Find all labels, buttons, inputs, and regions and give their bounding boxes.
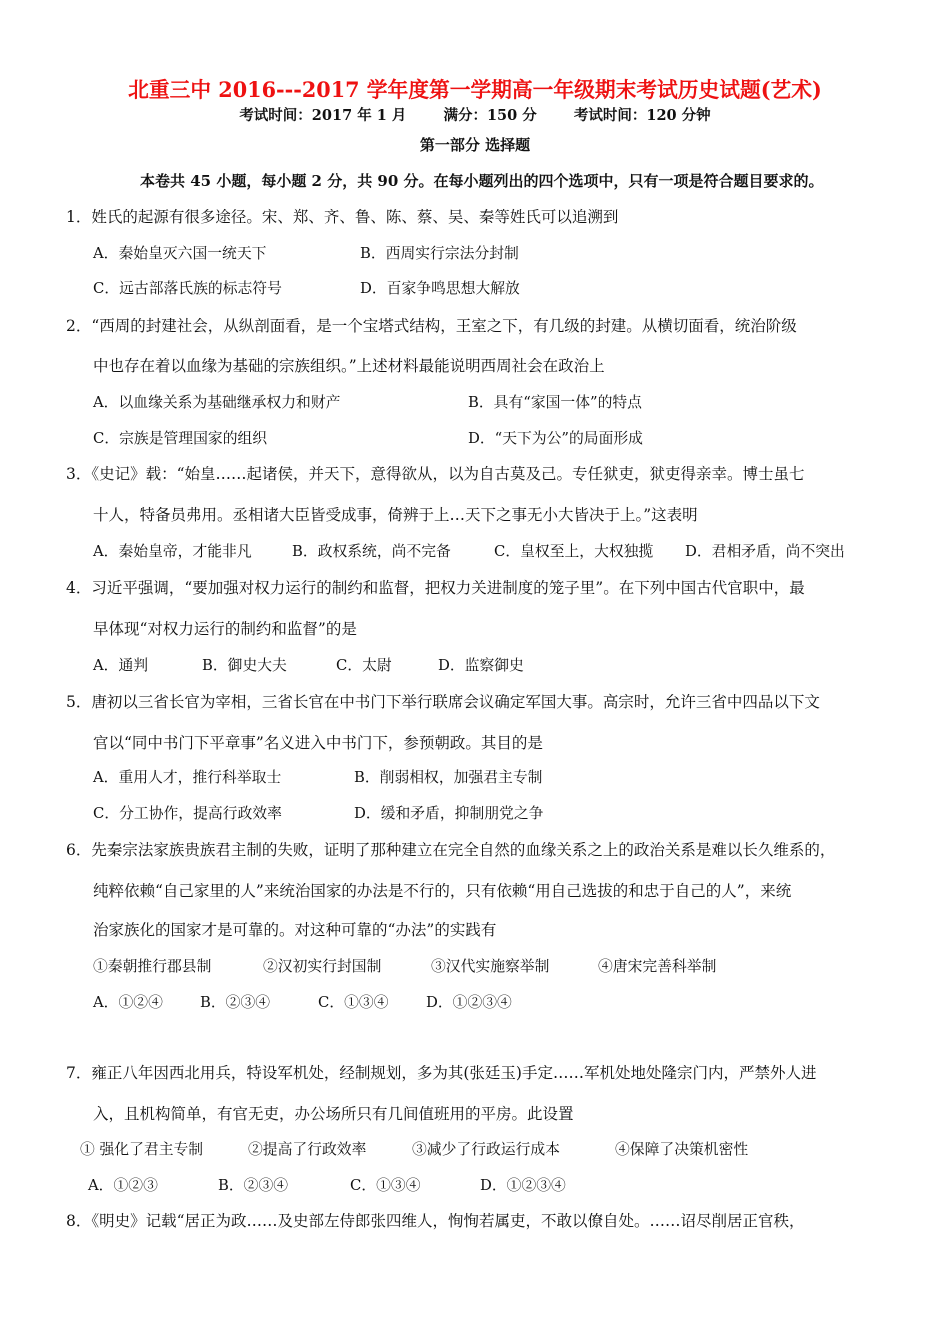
- question-3-option-d: D．君相矛盾，尚不突出: [685, 543, 845, 560]
- question-1-option-d: D．百家争鸣思想大解放: [360, 280, 520, 297]
- question-7-option-b: B．②③④: [218, 1177, 289, 1194]
- question-6-option-d: D．①②③④: [426, 994, 512, 1011]
- question-8-text: 8．《明史》记载“居正为政……及史部左侍郎张四维人，恂恂若属吏，不敢以僚自处。……诏尽削居正官秩，: [66, 1212, 805, 1230]
- question-6-text: 6．先秦宗法家族贵族君主制的失败，证明了那种建立在完全自然的血缘关系之上的政治关系是难以长久维系的，: [66, 841, 836, 859]
- question-4-option-c: C．太尉: [336, 657, 392, 674]
- question-3-option-a: A．秦始皇帝，才能非凡: [93, 543, 252, 560]
- question-5-text: 5．唐初以三省长官为宰相，三省长官在中书门下举行联席会议确定军国大事。高宗时，允许三省中四品以下文: [66, 693, 820, 711]
- question-2-option-b: B．具有“家国一体”的特点: [468, 394, 642, 411]
- question-5-text-cont: 官以“同中书门下平章事”名义进入中书门下，参预朝政。其目的是: [93, 734, 543, 752]
- question-4-option-b: B．御史大夫: [202, 657, 287, 674]
- question-7-option-c: C．①③④: [350, 1177, 421, 1194]
- question-1-text: 1．姓氏的起源有很多途径。宋、郑、齐、鲁、陈、蔡、吴、秦等姓氏可以追溯到: [66, 208, 619, 226]
- question-5-option-d: D．缓和矛盾，抑制朋党之争: [354, 805, 544, 822]
- question-1-option-b: B．西周实行宗法分封制: [360, 245, 519, 262]
- question-6-item-2: ②汉初实行封国制: [263, 958, 382, 975]
- question-4-text: 4．习近平强调，“要加强对权力运行的制约和监督，把权力关进制度的笼子里”。在下列中国古代官职中，最: [66, 579, 805, 597]
- question-5-option-a: A．重用人才，推行科举取士: [93, 769, 282, 786]
- exam-duration: 考试时间：120 分钟: [573, 107, 711, 124]
- question-6-option-b: B．②③④: [200, 994, 271, 1011]
- question-2-option-d: D．“天下为公”的局面形成: [468, 430, 643, 447]
- full-score: 满分：150 分: [443, 107, 537, 124]
- exam-title: 北重三中 2016---2017 学年度第一学期高一年级期末考试历史试题(艺术): [128, 77, 822, 102]
- question-2-text: 2．“西周的封建社会，从纵剖面看，是一个宝塔式结构，王室之下，有几级的封建。从横切面看，统治阶级: [66, 317, 797, 335]
- question-6-item-4: ④唐宋完善科举制: [598, 958, 717, 975]
- question-7-item-1: ① 强化了君主专制: [80, 1141, 204, 1158]
- question-6-item-3: ③汉代实施察举制: [431, 958, 550, 975]
- question-6-item-1: ①秦朝推行郡县制: [93, 958, 212, 975]
- question-3-text-cont: 十人，特备员弗用。丞相诸大臣皆受成事，倚辨于上…天下之事无小大皆决于上。”这表明: [93, 506, 698, 524]
- question-6-option-c: C．①③④: [318, 994, 389, 1011]
- question-6-text-cont-2: 治家族化的国家才是可靠的。对这种可靠的“办法”的实践有: [93, 921, 497, 939]
- question-7-item-3: ③减少了行政运行成本: [412, 1141, 560, 1158]
- question-5-option-c: C．分工协作，提高行政效率: [93, 805, 282, 822]
- question-3-text: 3．《史记》载：“始皇……起诸侯，并天下，意得欲从，以为自古莫及己。专任狱吏，狱吏得亲幸。博士虽七: [66, 465, 805, 483]
- question-2-text-cont: 中也存在着以血缘为基础的宗族组织。”上述材料最能说明西周社会在政治上: [93, 357, 605, 375]
- question-2-option-c: C．宗族是管理国家的组织: [93, 430, 268, 447]
- question-1-option-a: A．秦始皇灭六国一统天下: [93, 245, 267, 262]
- question-5-option-b: B．削弱相权，加强君主专制: [354, 769, 543, 786]
- section-heading: 第一部分 选择题: [419, 136, 531, 154]
- instruction: 本卷共 45 小题，每小题 2 分，共 90 分。在每小题列出的四个选项中，只有一项是符合题目要求的。: [140, 172, 824, 190]
- question-4-option-a: A．通判: [93, 657, 149, 674]
- question-3-option-c: C．皇权至上，大权独揽: [494, 543, 654, 560]
- question-3-option-b: B．政权系统，尚不完备: [292, 543, 451, 560]
- exam-meta: [0, 104, 950, 125]
- question-7-item-2: ②提高了行政效率: [248, 1141, 367, 1158]
- question-7-option-d: D．①②③④: [480, 1177, 566, 1194]
- question-6-option-a: A．①②④: [93, 994, 163, 1011]
- question-7-text: 7．雍正八年因西北用兵，特设军机处，经制规划，多为其(张廷玉)手定……军机处地处隆宗门内，严禁外人进: [66, 1064, 817, 1082]
- question-6-text-cont-1: 纯粹依赖“自己家里的人”来统治国家的办法是不行的，只有依赖“用自己选拔的和忠于自己的人”，来统: [93, 882, 792, 900]
- question-1-option-c: C．远古部落氏族的标志符号: [93, 280, 282, 297]
- question-7-item-4: ④保障了决策机密性: [615, 1141, 749, 1158]
- exam-date: 考试时间：2017 年 1 月: [239, 107, 407, 124]
- question-7-text-cont: 入，且机构简单，有官无吏，办公场所只有几间值班用的平房。此设置: [93, 1105, 574, 1123]
- question-4-text-cont: 早体现“对权力运行的制约和监督”的是: [93, 620, 357, 638]
- question-4-option-d: D．监察御史: [438, 657, 524, 674]
- question-2-option-a: A．以血缘关系为基础继承权力和财产: [93, 394, 341, 411]
- question-7-option-a: A．①②③: [88, 1177, 158, 1194]
